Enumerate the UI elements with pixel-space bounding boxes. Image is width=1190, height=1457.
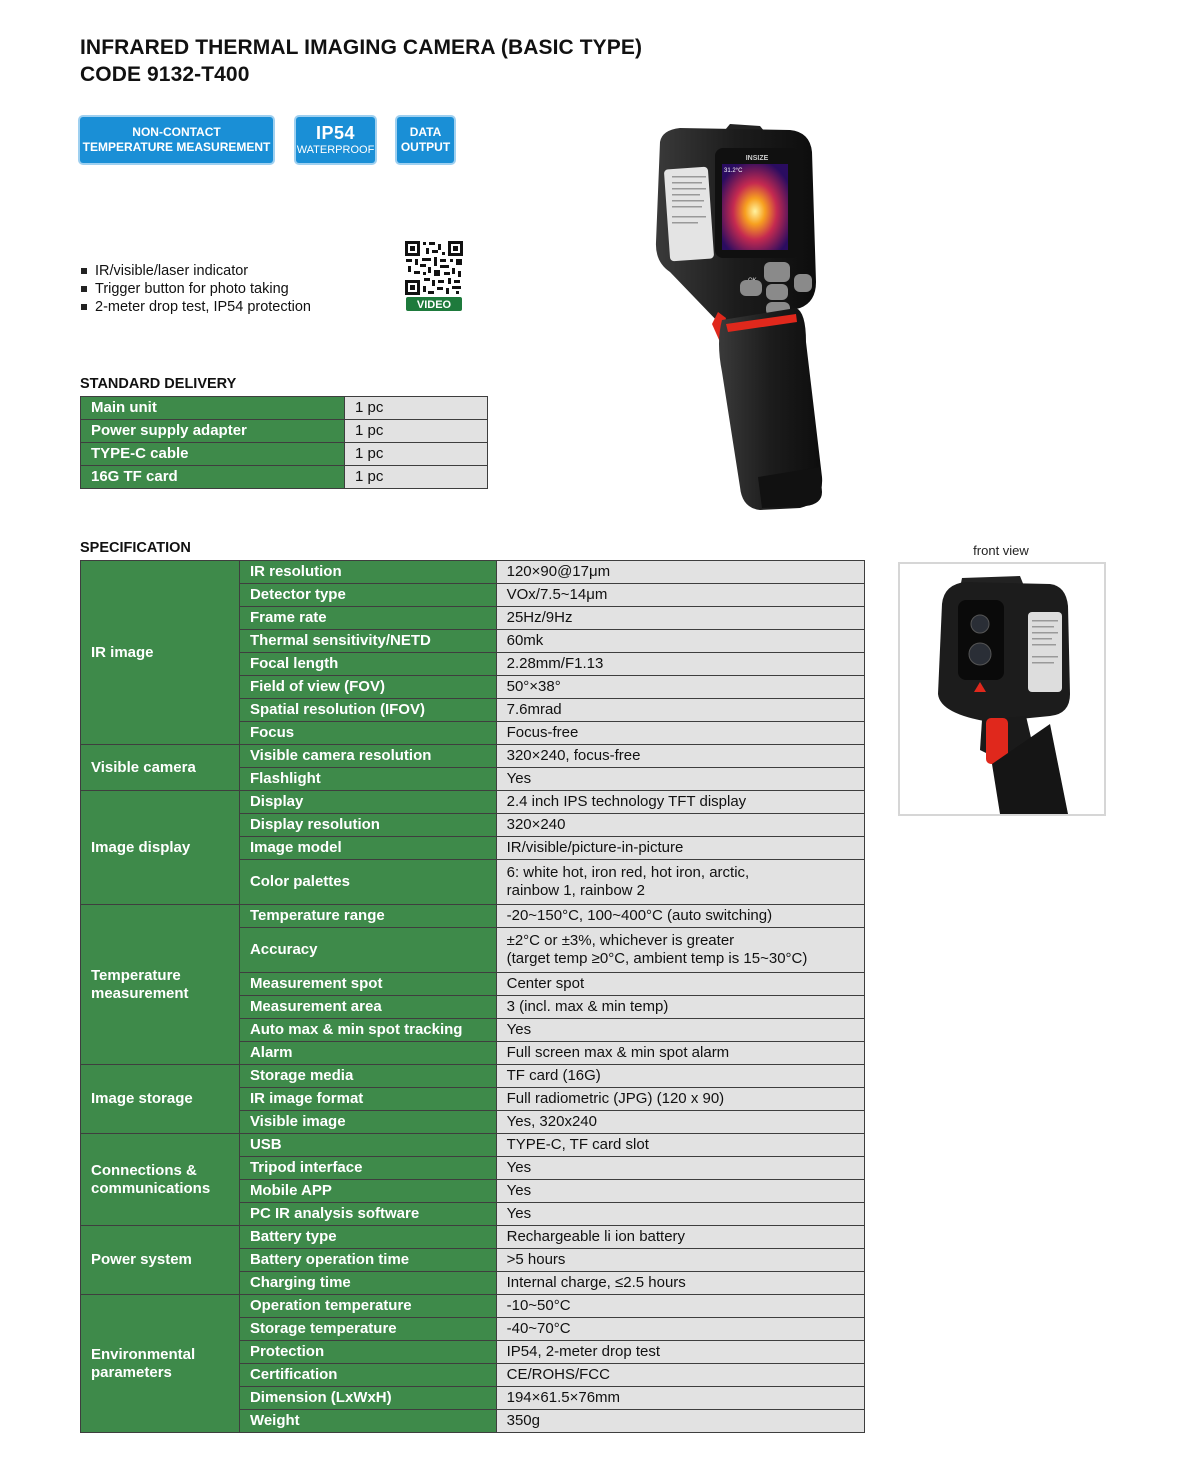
lens-icon xyxy=(971,615,989,633)
spec-value xyxy=(496,1019,864,1042)
spec-value xyxy=(496,1318,864,1341)
spec-group-name: measurement xyxy=(91,984,189,1002)
table-row xyxy=(81,397,488,420)
spec-value-line: 6: white hot, iron red, hot iron, arctic, xyxy=(506,864,750,881)
spec-value xyxy=(496,928,864,973)
spec-value-line: 3 (incl. max & min temp) xyxy=(506,998,669,1015)
spec-group-name: parameters xyxy=(91,1363,172,1381)
up-button xyxy=(764,262,790,282)
spec-value-line: 60mk xyxy=(506,632,544,649)
spec-value xyxy=(496,837,864,860)
spec-value xyxy=(496,722,864,745)
spec-key: Display resolution xyxy=(239,814,496,837)
thermal-camera-image xyxy=(610,112,860,512)
spec-key: Image model xyxy=(239,837,496,860)
spec-value-line: 2.28mm/F1.13 xyxy=(506,655,604,672)
feature-list xyxy=(80,262,311,316)
left-button xyxy=(740,280,762,296)
spec-key: Auto max & min spot tracking xyxy=(239,1019,496,1042)
spec-key: Display xyxy=(239,791,496,814)
spec-value-line: VOx/7.5~14μm xyxy=(506,586,608,603)
spec-group-name: Visible camera xyxy=(91,758,196,776)
spec-value xyxy=(496,973,864,996)
spec-key: Field of view (FOV) xyxy=(239,676,496,699)
spec-value xyxy=(496,814,864,837)
spec-key: Flashlight xyxy=(239,768,496,791)
spec-value-line: CE/ROHS/FCC xyxy=(506,1366,610,1383)
spec-value-line: 320×240, focus-free xyxy=(506,747,641,764)
delivery-qty: 1 pc xyxy=(345,420,488,443)
feature-item: 2-meter drop test, IP54 protection xyxy=(80,298,311,316)
spec-key: Protection xyxy=(239,1341,496,1364)
spec-group-name: Environmental xyxy=(91,1345,196,1363)
delivery-qty: 1 pc xyxy=(345,466,488,489)
spec-value xyxy=(496,791,864,814)
spec-value xyxy=(496,699,864,722)
title-line-2: CODE 9132-T400 xyxy=(80,63,250,86)
spec-key: Visible image xyxy=(239,1111,496,1134)
spec-group-name: communications xyxy=(91,1179,211,1197)
spec-value-line: Full radiometric (JPG) (120 x 90) xyxy=(506,1090,725,1107)
delivery-item: Power supply adapter xyxy=(81,420,345,443)
spec-value xyxy=(496,584,864,607)
feature-item: Trigger button for photo taking xyxy=(80,280,311,298)
spec-value-line: Internal charge, ≤2.5 hours xyxy=(506,1274,686,1291)
spec-value xyxy=(496,1364,864,1387)
spec-group-label xyxy=(81,745,240,791)
spec-value xyxy=(496,1157,864,1180)
badge-text: NON-CONTACT xyxy=(132,125,221,139)
spec-value xyxy=(496,653,864,676)
spec-value-line: >5 hours xyxy=(506,1251,566,1268)
spec-value-line: Yes xyxy=(506,1021,532,1038)
spec-key: Tripod interface xyxy=(239,1157,496,1180)
spec-value-line: Full screen max & min spot alarm xyxy=(506,1044,730,1061)
screen-temperature: 31.2°C xyxy=(724,168,743,174)
feature-item: IR/visible/laser indicator xyxy=(80,262,311,280)
spec-key: Thermal sensitivity/NETD xyxy=(239,630,496,653)
delivery-title: STANDARD DELIVERY xyxy=(80,376,237,392)
spec-key: Operation temperature xyxy=(239,1295,496,1318)
spec-key: Storage media xyxy=(239,1065,496,1088)
spec-value-line: 7.6mrad xyxy=(506,701,562,718)
spec-value xyxy=(496,1410,864,1433)
spec-value xyxy=(496,1111,864,1134)
spec-value xyxy=(496,860,864,905)
spec-group-name: Image storage xyxy=(91,1090,193,1107)
spec-value xyxy=(496,1065,864,1088)
spec-value-line: Yes xyxy=(506,1182,532,1199)
spec-value-line: Yes xyxy=(506,1159,532,1176)
spec-key: Focus xyxy=(239,722,496,745)
spec-group-label xyxy=(81,1065,240,1134)
spec-key: Battery operation time xyxy=(239,1249,496,1272)
spec-value xyxy=(496,768,864,791)
spec-value-line: (target temp ≥0°C, ambient temp is 15~30°C) xyxy=(506,950,808,967)
badge-text: OUTPUT xyxy=(400,140,451,154)
spec-title: SPECIFICATION xyxy=(80,540,191,556)
spec-value-line: Yes, 320x240 xyxy=(506,1113,597,1130)
spec-value xyxy=(496,607,864,630)
spec-value-line: Rechargeable li ion battery xyxy=(506,1228,686,1245)
table-row xyxy=(81,1065,865,1088)
spec-group-name: Temperature xyxy=(91,966,181,984)
spec-table xyxy=(80,560,865,1433)
spec-key: Measurement spot xyxy=(239,973,496,996)
spec-value xyxy=(496,630,864,653)
spec-value-line: 25Hz/9Hz xyxy=(506,609,573,626)
spec-key: Temperature range xyxy=(239,905,496,928)
delivery-qty: 1 pc xyxy=(345,397,488,420)
lens-icon xyxy=(969,643,991,665)
spec-key: USB xyxy=(239,1134,496,1157)
ip54-badge xyxy=(296,117,375,163)
spec-value xyxy=(496,1134,864,1157)
spec-body xyxy=(81,561,865,1433)
spec-value xyxy=(496,1203,864,1226)
table-row xyxy=(81,420,488,443)
spec-value xyxy=(496,1272,864,1295)
spec-key: Measurement area xyxy=(239,996,496,1019)
spec-key: IR image format xyxy=(239,1088,496,1111)
spec-value xyxy=(496,1226,864,1249)
spec-value-line: Center spot xyxy=(506,975,585,992)
spec-group-label xyxy=(81,1134,240,1226)
spec-value xyxy=(496,1088,864,1111)
front-view-frame xyxy=(898,562,1106,816)
spec-key: Dimension (LxWxH) xyxy=(239,1387,496,1410)
spec-key: Focal length xyxy=(239,653,496,676)
thermal-screen xyxy=(722,164,788,250)
front-view-image xyxy=(900,564,1104,814)
video-label: VIDEO xyxy=(416,299,452,311)
page-title xyxy=(80,34,642,88)
table-row xyxy=(81,1226,865,1249)
spec-value xyxy=(496,1042,864,1065)
spec-key: Battery type xyxy=(239,1226,496,1249)
delivery-item: Main unit xyxy=(81,397,345,420)
table-row xyxy=(81,791,865,814)
spec-group-label xyxy=(81,791,240,905)
spec-value xyxy=(496,905,864,928)
spec-value-line: 120×90@17μm xyxy=(506,563,611,580)
spec-value xyxy=(496,1341,864,1364)
spec-value-line: 50°×38° xyxy=(506,678,561,695)
spec-value-line: -10~50°C xyxy=(506,1297,571,1314)
spec-group-label xyxy=(81,1226,240,1295)
spec-value xyxy=(496,745,864,768)
spec-group-name: Image display xyxy=(91,838,191,856)
spec-value-line: 194×61.5×76mm xyxy=(506,1389,621,1406)
video-qr-code[interactable] xyxy=(404,240,464,312)
spec-group-label xyxy=(81,905,240,1065)
spec-value xyxy=(496,1249,864,1272)
ok-button xyxy=(766,284,788,300)
lens-panel xyxy=(958,600,1004,680)
spec-value-line: Yes xyxy=(506,1205,532,1222)
delivery-qty: 1 pc xyxy=(345,443,488,466)
spec-key: Accuracy xyxy=(239,928,496,973)
spec-value-line: IP54, 2-meter drop test xyxy=(506,1343,661,1360)
spec-value-line: ±2°C or ±3%, whichever is greater xyxy=(506,932,735,949)
spec-value-line: rainbow 1, rainbow 2 xyxy=(506,882,646,899)
spec-key: Detector type xyxy=(239,584,496,607)
spec-group-label xyxy=(81,1295,240,1433)
delivery-item: 16G TF card xyxy=(81,466,345,489)
table-row xyxy=(81,1134,865,1157)
spec-key: Alarm xyxy=(239,1042,496,1065)
spec-value xyxy=(496,1180,864,1203)
spec-value-line: TF card (16G) xyxy=(506,1067,601,1084)
spec-value-line: TYPE-C, TF card slot xyxy=(506,1136,649,1153)
spec-key: Charging time xyxy=(239,1272,496,1295)
spec-group-name: Power system xyxy=(91,1251,192,1268)
table-row xyxy=(81,443,488,466)
spec-key: Weight xyxy=(239,1410,496,1433)
table-row xyxy=(81,905,865,928)
spec-value xyxy=(496,1387,864,1410)
spec-key: Storage temperature xyxy=(239,1318,496,1341)
table-row xyxy=(81,466,488,489)
spec-value xyxy=(496,561,864,584)
brand-logo: INSIZE xyxy=(745,155,769,162)
spec-value-line: 350g xyxy=(506,1412,540,1429)
spec-value-line: 320×240 xyxy=(506,816,566,833)
spec-value xyxy=(496,676,864,699)
spec-key: Mobile APP xyxy=(239,1180,496,1203)
spec-group-name: IR image xyxy=(91,643,154,661)
spec-value xyxy=(496,996,864,1019)
table-row xyxy=(81,561,865,584)
spec-value-line: -20~150°C, 100~400°C (auto switching) xyxy=(506,907,773,924)
data-output-badge xyxy=(397,117,454,163)
table-row xyxy=(81,1295,865,1318)
delivery-item: TYPE-C cable xyxy=(81,443,345,466)
spec-value-line: Focus-free xyxy=(506,724,579,741)
spec-group-name: Connections & xyxy=(91,1161,197,1179)
badge-text: IP54 xyxy=(315,122,356,143)
badge-text: WATERPROOF xyxy=(296,143,375,156)
spec-value-line: 2.4 inch IPS technology TFT display xyxy=(506,793,747,810)
spec-key: Color palettes xyxy=(239,860,496,905)
badge-text: DATA xyxy=(409,125,442,139)
spec-key: Visible camera resolution xyxy=(239,745,496,768)
front-view-caption: front view xyxy=(973,543,1029,558)
spec-key: Certification xyxy=(239,1364,496,1387)
spec-label-sticker xyxy=(664,167,714,262)
title-line-1: INFRARED THERMAL IMAGING CAMERA (BASIC TYPE) xyxy=(80,36,643,59)
spec-label-sticker xyxy=(1028,612,1062,692)
spec-key: IR resolution xyxy=(239,561,496,584)
spec-value-line: IR/visible/picture-in-picture xyxy=(506,839,684,856)
spec-key: PC IR analysis software xyxy=(239,1203,496,1226)
spec-value-line: Yes xyxy=(506,770,532,787)
table-row xyxy=(81,745,865,768)
spec-key: Frame rate xyxy=(239,607,496,630)
badge-text: TEMPERATURE MEASUREMENT xyxy=(82,140,271,154)
delivery-table xyxy=(80,396,488,489)
non-contact-badge xyxy=(80,117,273,163)
spec-key: Spatial resolution (IFOV) xyxy=(239,699,496,722)
spec-value xyxy=(496,1295,864,1318)
spec-value-line: -40~70°C xyxy=(506,1320,571,1337)
spec-group-label xyxy=(81,561,240,745)
back-button xyxy=(794,274,812,292)
